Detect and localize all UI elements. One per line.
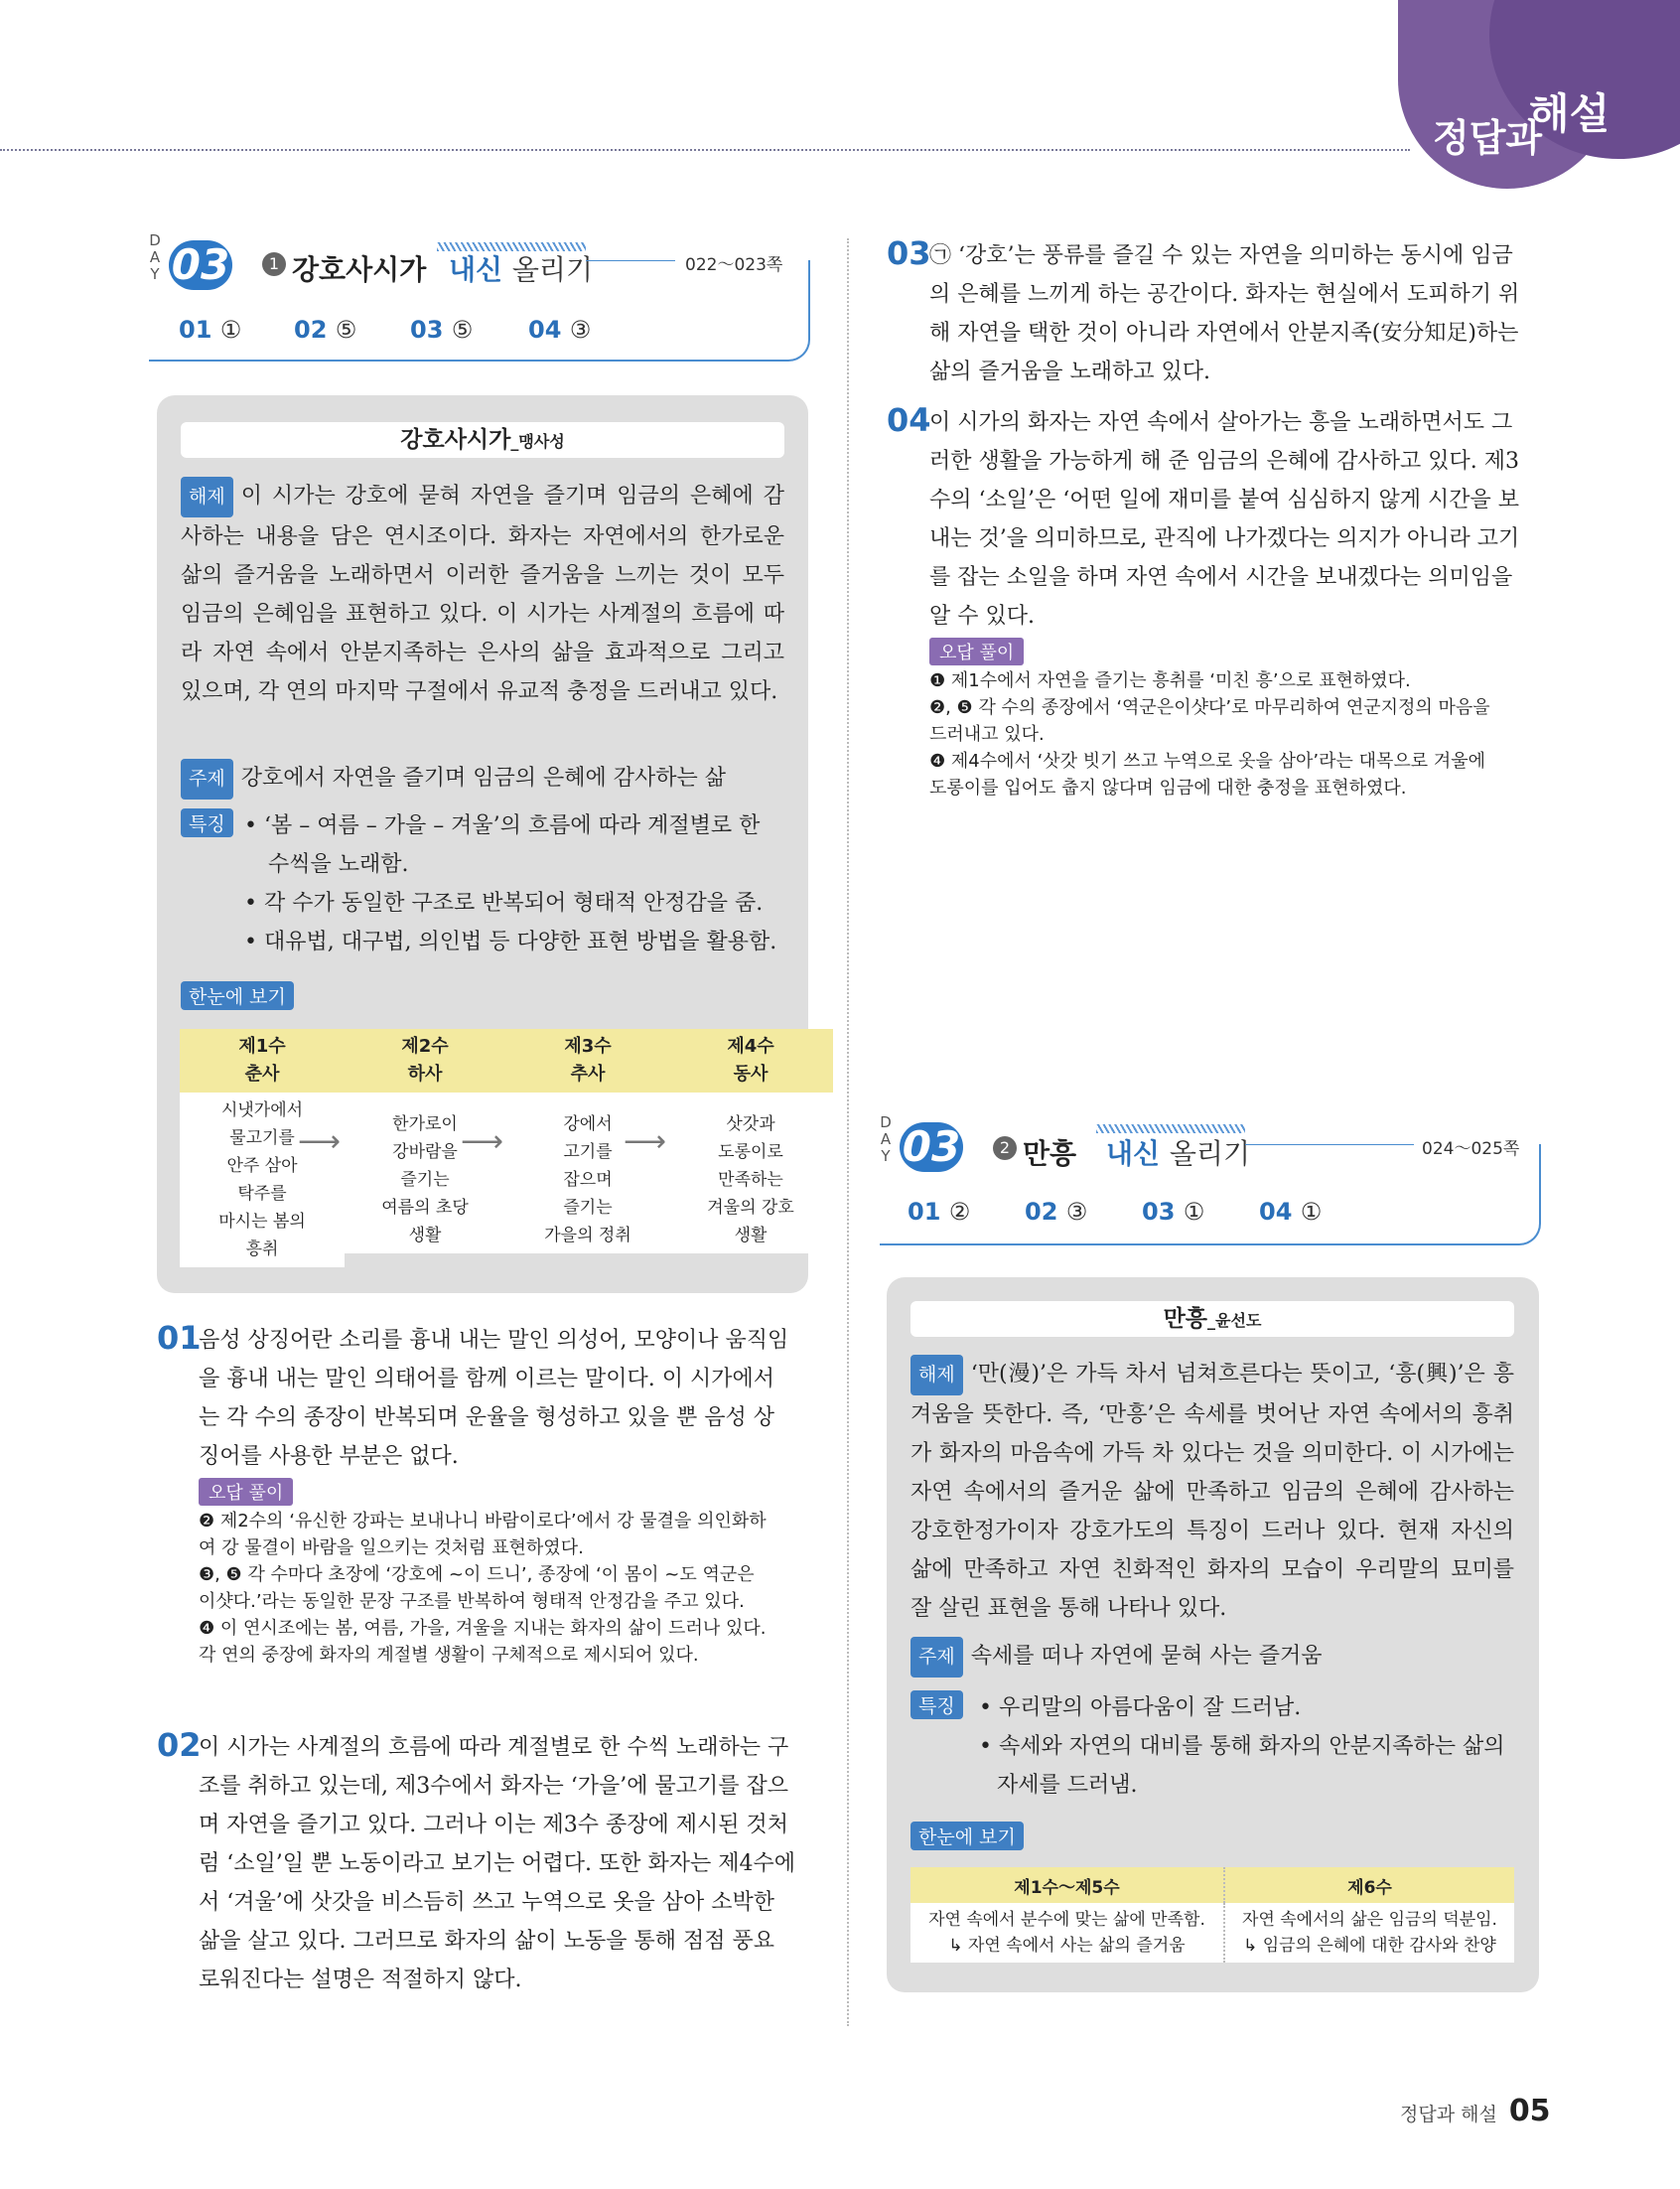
glance-tag-wrap-2 — [910, 1822, 1032, 1850]
question-01-number: 01 — [157, 1319, 202, 1357]
page-number: 05 — [1508, 2094, 1551, 2128]
panel-title-2: 만흥_윤선도 — [910, 1301, 1514, 1337]
section-circle-number: 1 — [262, 252, 286, 276]
answer2-3: 03 ① — [1142, 1198, 1205, 1226]
juje-tag: 주제 — [181, 759, 233, 800]
feature-1-cont: 수씩을 노래함. — [268, 852, 409, 877]
answer-3: 03 ⑤ — [410, 316, 474, 344]
haeje-text: 해제 이 시가는 강호에 묻혀 자연을 즐기며 임금의 은혜에 감 사하는 내용을 담은 연시조이다. 화자는 자연에서의 한가로운 삶의 즐거움을 노래하면서 이러한 즐거움을 느끼는 것이 모두 임금의 은혜임을 표현하고 있다. 이 시가는 사계절의 흐름에 따라 자연 속에서 안분지족하는 은사의 삶을 효과적으로 그리고 있으며, 각 연의 마지막 구절에서 유교적 충정을 드러내고 있다. — [181, 477, 784, 711]
odap-text-q01: ❷ 제2수의 ‘유신한 강파는 보내나니 바람이로다’에서 강 물결을 의인화하 여 강 물결이 바람을 일으키는 것처럼 표현하였다. ❸, ❺ 각 수마다 초장에 ‘강호에 ~이 드니’, 종장에 ‘이 몸이 ~도 역군은 이샷다.’라는 동일한 문장 구조를 반복하여 형태적 안정감을 주고 있다. ❹ 이 연시조에는 봄, 여름, 가을, 겨울을 지내는 화자의 삶이 드러나 있다. 각 연의 중장에 화자의 계절별 생활이 구체적으로 제시되어 있다. — [199, 1511, 767, 1666]
day-number-badge-2: 03 — [900, 1122, 963, 1172]
page-footer: 정답과 해설 05 — [1400, 2094, 1551, 2128]
answer2-2: 02 ③ — [1025, 1198, 1088, 1226]
teukjing-tag: 특징 — [181, 808, 233, 837]
feature-1: • ‘봄 – 여름 – 가을 – 겨울’의 흐름에 따라 계절별로 한 — [244, 813, 761, 838]
answer-2: 02 ⑤ — [294, 316, 357, 344]
day-number-badge: 03 — [169, 240, 232, 290]
juje-tag-2: 주제 — [910, 1637, 963, 1678]
haeje-tag-2: 해제 — [910, 1355, 963, 1395]
top-dotted-divider — [0, 149, 1410, 151]
section-subtitle: 내신 올리기 — [449, 253, 594, 286]
corner-label-2: 해설 — [1529, 89, 1610, 138]
flow-box-4: 제4수 동사 삿갓과 도롱이로 만족하는 겨울의 강호 생활 — [668, 1029, 833, 1253]
table-cell-2: 자연 속에서의 삶은 임금의 덕분임. ↳ 임금의 은혜에 대한 감사와 찬양 — [1224, 1903, 1514, 1963]
feature2-1: • 우리말의 아름다움이 잘 드러남. — [979, 1695, 1302, 1720]
haeje-text-2: 해제 ‘만(漫)’은 가득 차서 넘쳐흐른다는 뜻이고, ‘흥(興)’은 흥 겨움을 뜻한다. 즉, ‘만흥’은 속세를 벗어난 자연 속에서의 흥취가 화자의 마음속에 가득 차 있다는 것을 의미한다. 이 시가에는 자연 속에서의 즐거운 삶에 만족하고 임금의 은혜에 감사하는 강호한정가이자 강호가도의 특징이 드러나 있다. 현재 자신의 삶에 만족하고 자연 친화적인 화자의 모습이 우리말의 묘미를 잘 살린 표현을 통해 나타나 있다. — [910, 1355, 1514, 1628]
table-header-2: 제6수 — [1224, 1867, 1514, 1903]
section-subtitle-2: 내신 올리기 — [1106, 1137, 1251, 1170]
flow-box-1: 제1수 춘사 시냇가에서 물고기를 안주 삼아 탁주를 마시는 봄의 흥취 — [180, 1029, 345, 1267]
glance-tag-2: 한눈에 보기 — [910, 1822, 1024, 1850]
answer2-1: 01 ② — [908, 1198, 971, 1226]
glance-table — [910, 1867, 1514, 1963]
juje-row: 주제 강호에서 자연을 즐기며 임금의 은혜에 감사하는 삶 — [181, 759, 784, 800]
odap-text-q04: ❶ 제1수에서 자연을 즐기는 흥취를 ‘미친 흥’으로 표현하였다. ❷, ❺ 각 수의 종장에서 ‘역군은이샷다’로 마무리하여 연군지정의 마음을 드러내고 있다. ❹ 제4수에서 ‘삿갓 빗기 쓰고 누역으로 옷을 삼아’라는 대목으로 겨울에 도롱이를 입어도 춥지 않다며 임금에 대한 충정을 표현하였다. — [929, 670, 1490, 799]
section-circle-number-2: 2 — [993, 1136, 1017, 1160]
flow-arrow-2: ⟶ — [461, 1124, 504, 1159]
day-letters-2: D A Y — [880, 1113, 892, 1165]
page-range: 022～023쪽 — [685, 255, 783, 275]
flow-box-3: 제3수 추사 강에서 고기를 잡으며 즐기는 가을의 정취 — [505, 1029, 670, 1253]
teukjing-tag-wrap — [181, 808, 241, 837]
glance-tag: 한눈에 보기 — [181, 981, 294, 1010]
section-title: 강호사시가 — [292, 253, 427, 286]
header-frame-2 — [880, 1144, 1541, 1245]
flow-arrow-3: ⟶ — [624, 1124, 667, 1159]
question-04-text: 이 시가의 화자는 자연 속에서 살아가는 흥을 노래하면서도 그 러한 생활을 가능하게 해 준 임금의 은혜에 감사하고 있다. 제3 수의 ‘소일’은 ‘어떤 일에 재미를 붙여 심심하지 않게 시간을 보 내는 것’을 의미하므로, 관직에 나가겠다는 의지가 아니라 고기 를 잡는 소일을 하며 자연 속에서 시간을 보내겠다는 의미임을 알 수 있다. — [929, 410, 1520, 629]
flow-box-2: 제2수 하사 한가로이 강바람을 즐기는 여름의 초당 생활 — [343, 1029, 507, 1253]
question-02-text: 이 시가는 사계절의 흐름에 따라 계절별로 한 수씩 노래하는 구 조를 취하고 있는데, 제3수에서 화자는 ‘가을’에 물고기를 잡으 며 자연을 즐기고 있다. 그러나 이는 제3수 종장에 제시된 것처 럼 ‘소일’일 뿐 노동이라고 보기는 어렵다. 또한 화자는 제4수에 서 ‘겨울’에 삿갓을 비스듬히 쓰고 누역으로 옷을 삼아 소박한 삶을 살고 있다. 그러므로 화자의 삶이 노동을 통해 점점 풍요 로워진다는 설명은 적절하지 않다. — [199, 1735, 795, 1992]
table-cell-1: 자연 속에서 분수에 맞는 삶에 만족함. ↳ 자연 속에서 사는 삶의 즐거움 — [928, 1910, 1205, 1956]
haeje-tag: 해제 — [181, 477, 233, 517]
page-range-2: 024～025쪽 — [1422, 1139, 1520, 1159]
flow-arrow-1: ⟶ — [298, 1124, 342, 1159]
header-frame — [149, 260, 810, 362]
answer2-4: 04 ① — [1259, 1198, 1323, 1226]
section-title-2: 만흥 — [1023, 1137, 1077, 1170]
teukjing-tag-2: 특징 — [910, 1690, 963, 1719]
question-02-number: 02 — [157, 1726, 202, 1764]
question-01-text: 음성 상징어란 소리를 흉내 내는 말인 의성어, 모양이나 움직임 을 흉내 내는 말인 의태어를 함께 이르는 말이다. 이 시가에서 는 각 수의 종장이 반복되며 운율을 형성하고 있을 뿐 음성 상 징어를 사용한 부분은 없다. — [199, 1328, 789, 1469]
feature-3: • 대유법, 대구법, 의인법 등 다양한 표현 방법을 활용함. — [244, 930, 777, 954]
glance-tag-wrap — [181, 981, 302, 1010]
column-divider — [847, 238, 849, 2026]
feature2-2-cont: 자세를 드러냄. — [997, 1773, 1138, 1798]
juje-row-2: 주제 속세를 떠나 자연에 묻혀 사는 즐거움 — [910, 1637, 1514, 1678]
day-letters: D A Y — [149, 231, 161, 283]
answer-4: 04 ③ — [528, 316, 592, 344]
question-03-text: ㉠ ‘강호’는 풍류를 즐길 수 있는 자연을 의미하는 동시에 임금 의 은혜를 느끼게 하는 공간이다. 화자는 현실에서 도피하기 위 해 자연을 택한 것이 아니라 자연에서 안분지족(安分知足)하는 삶의 즐거움을 노래하고 있다. — [929, 243, 1520, 384]
feature-2: • 각 수가 동일한 구조로 반복되어 형태적 안정감을 줌. — [244, 891, 764, 916]
odap-tag-q01: 오답 풀이 — [199, 1478, 293, 1506]
teukjing-tag-wrap-2 — [910, 1690, 971, 1719]
corner-label-1: 정답과 — [1433, 116, 1543, 160]
panel-title: 강호사시가_맹사성 — [181, 422, 784, 458]
question-03-number: 03 — [887, 234, 931, 272]
question-04-number: 04 — [887, 401, 931, 439]
table-header-1: 제1수～제5수 — [910, 1867, 1224, 1903]
odap-tag-q04: 오답 풀이 — [929, 638, 1024, 665]
answer-1: 01 ① — [179, 316, 242, 344]
feature2-2: • 속세와 자연의 대비를 통해 화자의 안분지족하는 삶의 — [979, 1734, 1505, 1759]
